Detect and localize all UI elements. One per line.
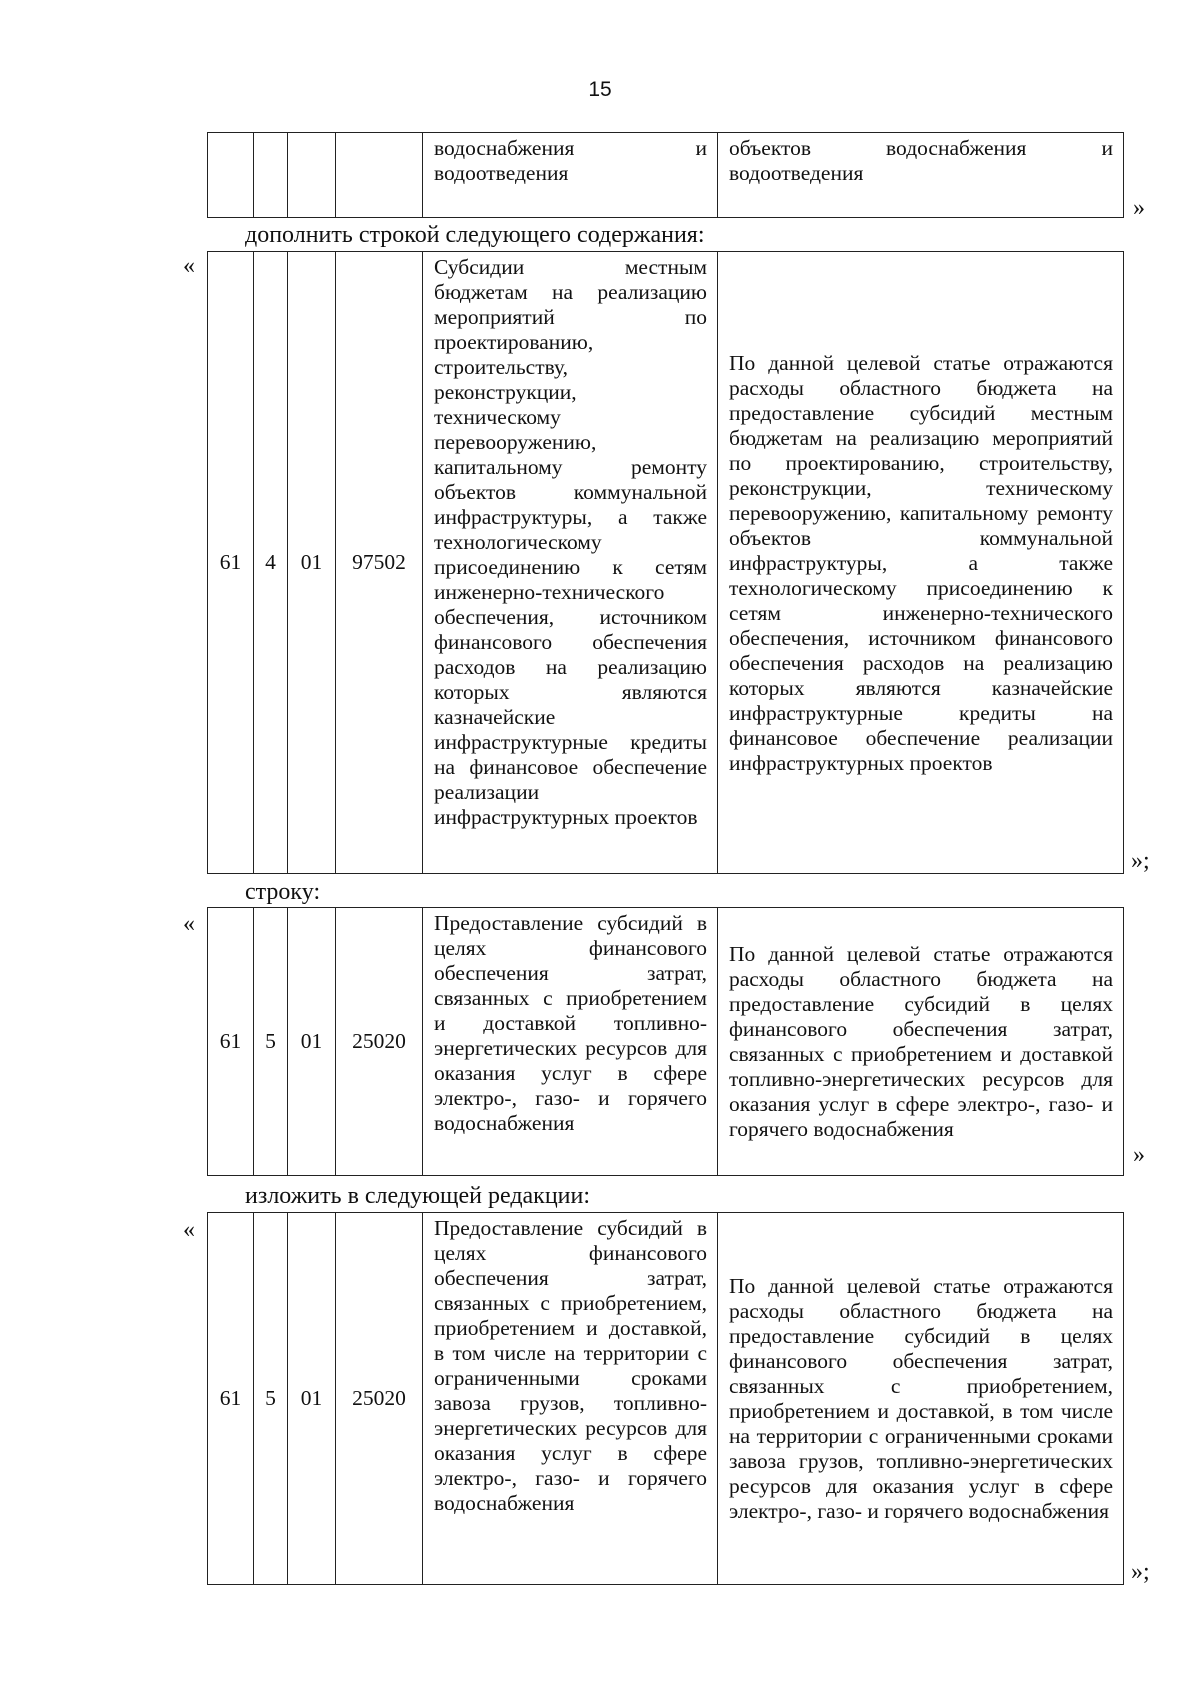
page-number: 15 bbox=[588, 78, 612, 101]
code-subprogram: 5 bbox=[254, 1213, 288, 1585]
table-row bbox=[208, 908, 1124, 1176]
code-direction bbox=[336, 133, 423, 218]
description-cell: Предоставление субсидий в целях финансового обеспечения затрат, связанных с приобретением, приобретением и доставкой, в том числе на территории с ограниченными сроками завоза грузов, топливно-энергетических ресурсов для оказания услуг в сфере электро-, газо- и горячего водоснабжения bbox=[423, 1213, 718, 1585]
code-program: 61 bbox=[208, 1213, 254, 1585]
opening-quote: « bbox=[183, 1217, 195, 1243]
table-edited-row bbox=[207, 1212, 1124, 1585]
instruction-add-row: дополнить строкой следующего содержания: bbox=[245, 222, 705, 248]
closing-quote: » bbox=[1133, 195, 1145, 221]
code-subprogram: 4 bbox=[254, 252, 288, 874]
table-old-row bbox=[207, 907, 1124, 1176]
code-subprogram bbox=[254, 133, 288, 218]
table-top-continuation bbox=[207, 132, 1124, 218]
code-main-event: 01 bbox=[288, 908, 336, 1176]
code-program: 61 bbox=[208, 908, 254, 1176]
description-cell: Субсидии местным бюджетам на реализацию мероприятий по проектированию, строительству, реконструкции, техническому перевооружению, капитальному ремонту объектов коммунальной инфраструктуры, а также технологическому присоединению к сетям инженерно-технического обеспечения, источником финансового обеспечения расходов на реализацию которых являются казначейские инфраструктурные кредиты на финансовое обеспечение реализации инфраструктурных проектов bbox=[423, 252, 718, 874]
note-cell: По данной целевой статье отражаются расходы областного бюджета на предоставление субсидий в целях финансового обеспечения затрат, связанных с приобретением и доставкой топливно-энергетических ресурсов для оказания услуг в сфере электро-, газо- и горячего водоснабжения bbox=[718, 908, 1124, 1176]
description-cell: водоснабжения и водоотведения bbox=[423, 133, 718, 218]
table-row bbox=[208, 252, 1124, 874]
note-cell: По данной целевой статье отражаются расходы областного бюджета на предоставление субсидий в целях финансового обеспечения затрат, связанных с приобретением, приобретением и доставкой, в том числе на территории с ограниченными сроками завоза грузов, топливно-энергетических ресурсов для оказания услуг в сфере электро-, газо- и горячего водоснабжения bbox=[718, 1213, 1124, 1585]
note-cell: объектов водоснабжения и водоотведения bbox=[718, 133, 1124, 218]
code-main-event: 01 bbox=[288, 1213, 336, 1585]
code-direction: 97502 bbox=[336, 252, 423, 874]
opening-quote: « bbox=[183, 911, 195, 937]
closing-quote: » bbox=[1133, 1142, 1145, 1168]
table-new-row bbox=[207, 251, 1124, 874]
code-main-event: 01 bbox=[288, 252, 336, 874]
instruction-row: строку: bbox=[245, 879, 321, 905]
description-cell: Предоставление субсидий в целях финансового обеспечения затрат, связанных с приобретением и доставкой топливно-энергетических ресурсов для оказания услуг в сфере электро-, газо- и горячего водоснабжения bbox=[423, 908, 718, 1176]
code-program: 61 bbox=[208, 252, 254, 874]
note-cell: По данной целевой статье отражаются расходы областного бюджета на предоставление субсидий местным бюджетам на реализацию мероприятий по проектированию, строительству, реконструкции, техническому перевооружению, капитальному ремонту объектов коммунальной инфраструктуры, а также технологическому присоединению к сетям инженерно-технического обеспечения, источником финансового обеспечения расходов на реализацию которых являются казначейские инфраструктурные кредиты на финансовое обеспечение реализации инфраструктурных проектов bbox=[718, 252, 1124, 874]
code-direction: 25020 bbox=[336, 1213, 423, 1585]
code-subprogram: 5 bbox=[254, 908, 288, 1176]
closing-quote-semicolon: »; bbox=[1131, 848, 1150, 874]
table-row bbox=[208, 1213, 1124, 1585]
closing-quote-semicolon: »; bbox=[1131, 1559, 1150, 1585]
opening-quote: « bbox=[183, 253, 195, 279]
code-program bbox=[208, 133, 254, 218]
instruction-new-edition: изложить в следующей редакции: bbox=[245, 1183, 591, 1209]
table-row bbox=[208, 133, 1124, 218]
code-direction: 25020 bbox=[336, 908, 423, 1176]
code-main-event bbox=[288, 133, 336, 218]
